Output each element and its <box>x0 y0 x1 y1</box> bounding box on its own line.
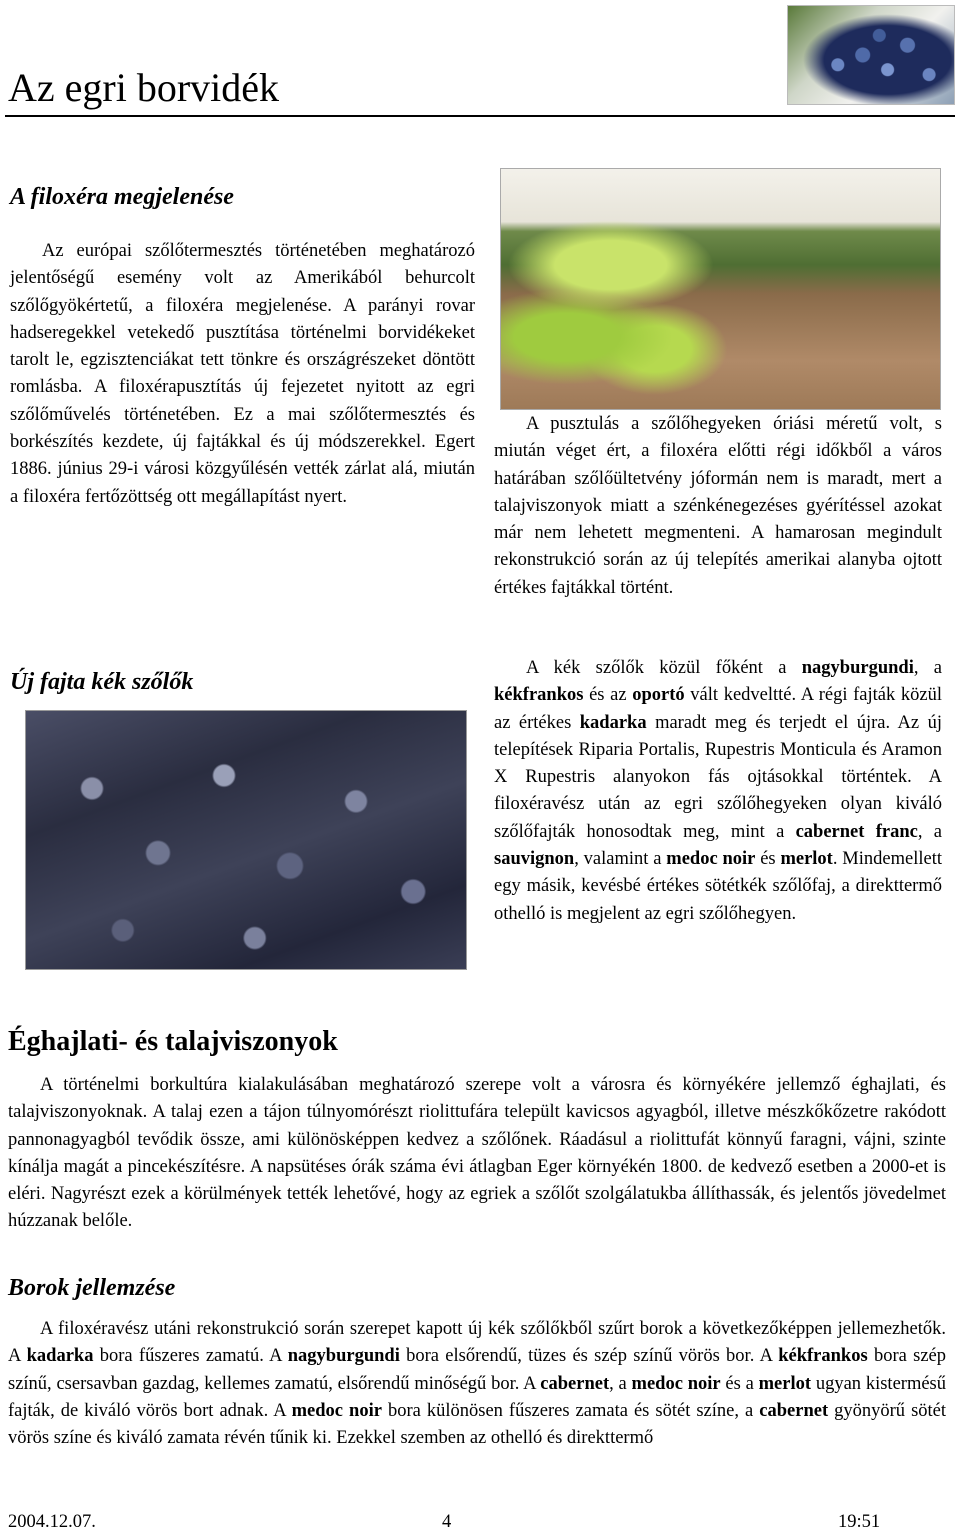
variety-nagyburgundi: nagyburgundi <box>801 658 914 678</box>
section-heading-climate: Éghajlati- és talajviszonyok <box>8 1026 338 1057</box>
variety-medoc-noir: medoc noir <box>666 849 756 870</box>
section-heading-filoxera: A filoxéra megjelenése <box>10 184 234 210</box>
footer-date: 2004.12.07. <box>8 1512 96 1532</box>
section-heading-new-varieties: Új fajta kék szőlők <box>10 669 194 695</box>
variety-kadarka: kadarka <box>579 712 647 733</box>
variety-sauvignon: sauvignon <box>494 849 575 870</box>
new-varieties-paragraph: A kék szőlők közül főként a nagyburgundi, a kékfrankos és az oportó vált kedveltté. A régi fajták közül az értékes kadarka maradt meg és terjedt el újra. Az új telepítések Riparia Portalis, Rupestris Monticula és Aramon X Rupestris alanyokon fás ojtásokkal történtek. A filoxéravész után az egri szőlőhegyeken olyan kiváló szőlőfajták honosodtak meg, mint a cabernet franc, a sauvignon, valamint a medoc noir és merlot. Mindemellett egy másik, kevésbé értékes sötétkék szőlőfaj, a direkttermő othelló is megjelent az egri szőlőhegyen. <box>494 658 942 924</box>
filoxera-paragraph: Az európai szőlőtermesztés történetében meghatározó jelentőségű esemény volt az Amerikából behurcolt szőlőgyökértetű, a filoxéra megjelenése. A parányi rovar hadseregekkel vetekedő pusztítása történelmi borvidékeket tarolt le, egzisztenciákat tett tönkre és országrészeket döntött romlásba. A filoxérapusztítás új fejezetet nyitott az egri szőlőművelés történetében. Ez a mai szőlőtermesztés és borkészítés kezdete, új fajtákkal és új módszerekkel. Egert 1886. június 29-i városi közgyűlésén vették zárlat alá, miután a filoxéra fertőzöttség ott megállapítást nyert. <box>10 241 475 507</box>
footer-time: 19:51 <box>838 1512 881 1532</box>
footer-page-number: 4 <box>442 1512 452 1532</box>
page-title: Az egri borvidék <box>8 65 280 110</box>
variety-cabernet-franc: cabernet franc <box>795 821 918 842</box>
variety-oporto: oportó <box>632 685 685 706</box>
devastation-paragraph: A pusztulás a szőlőhegyeken óriási méretű volt, s miután véget ért, a filoxéra előtti régi időkből a város határában szőlőültetvény jóformán nem is maradt, mert a talajviszonyok miatt a szénkénegezéses gyérítéssel azokat már nem lehetett megmenteni. A hamarosan megindult rekonstrukció során az új telepítés amerikai alanyba ojtott értékes fajtákkal történt. <box>494 414 942 598</box>
variety-kekfrankos: kékfrankos <box>494 685 584 706</box>
variety-merlot: merlot <box>780 849 833 870</box>
blue-grapes-photo <box>25 710 467 970</box>
title-divider <box>5 115 955 117</box>
grape-cluster-photo <box>787 5 955 105</box>
vineyard-photo <box>500 168 941 410</box>
section-heading-wines: Borok jellemzése <box>8 1275 176 1301</box>
wines-paragraph: A filoxéravész utáni rekonstrukció során szerepet kapott új kék szőlőkből szűrt borok a következőképpen jellemezhetők. A kadarka bora fűszeres zamatú. A nagyburgundi bora elsőrendű, tüzes és szép színű vörös bor. A kékfrankos bora szép színű, csersavban gazdag, kellemes zamatú, elsőrendű minőségű bor. A cabernet, a medoc noir és a merlot ugyan kistermésű fajták, de kiváló vörös bort adnak. A medoc noir bora különösen fűszeres zamata és sötét színe, a cabernet gyönyörű sötét vörös színe és kiváló zamata révén tűnik ki. Ezekkel szemben az othelló és direkttermő <box>8 1319 947 1449</box>
climate-paragraph: A történelmi borkultúra kialakulásában meghatározó szerepe volt a városra és környékére jellemző éghajlati, és talajviszonyoknak. A talaj ezen a tájon túlnyomórészt riolittufára települt kavicsos agyagból, illetve mészkőkőzetre rakódott pannonagyagból tevődik össze, ami különösképpen kedvez a szőlőnek. Ráadásul a riolittufát könnyű faragni, vájni, szinte kínálja magát a pincekészítésre. A napsütéses órák száma évi átlagban Eger környékén 1800. de kedvező esetben a 2000-et is eléri. Nagyrészt ezek a körülmények tették lehetővé, hogy az egriek a szőlőt szolgálatukba állíthassák, és jelentős jövedelmet húzzanak belőle. <box>8 1075 946 1232</box>
